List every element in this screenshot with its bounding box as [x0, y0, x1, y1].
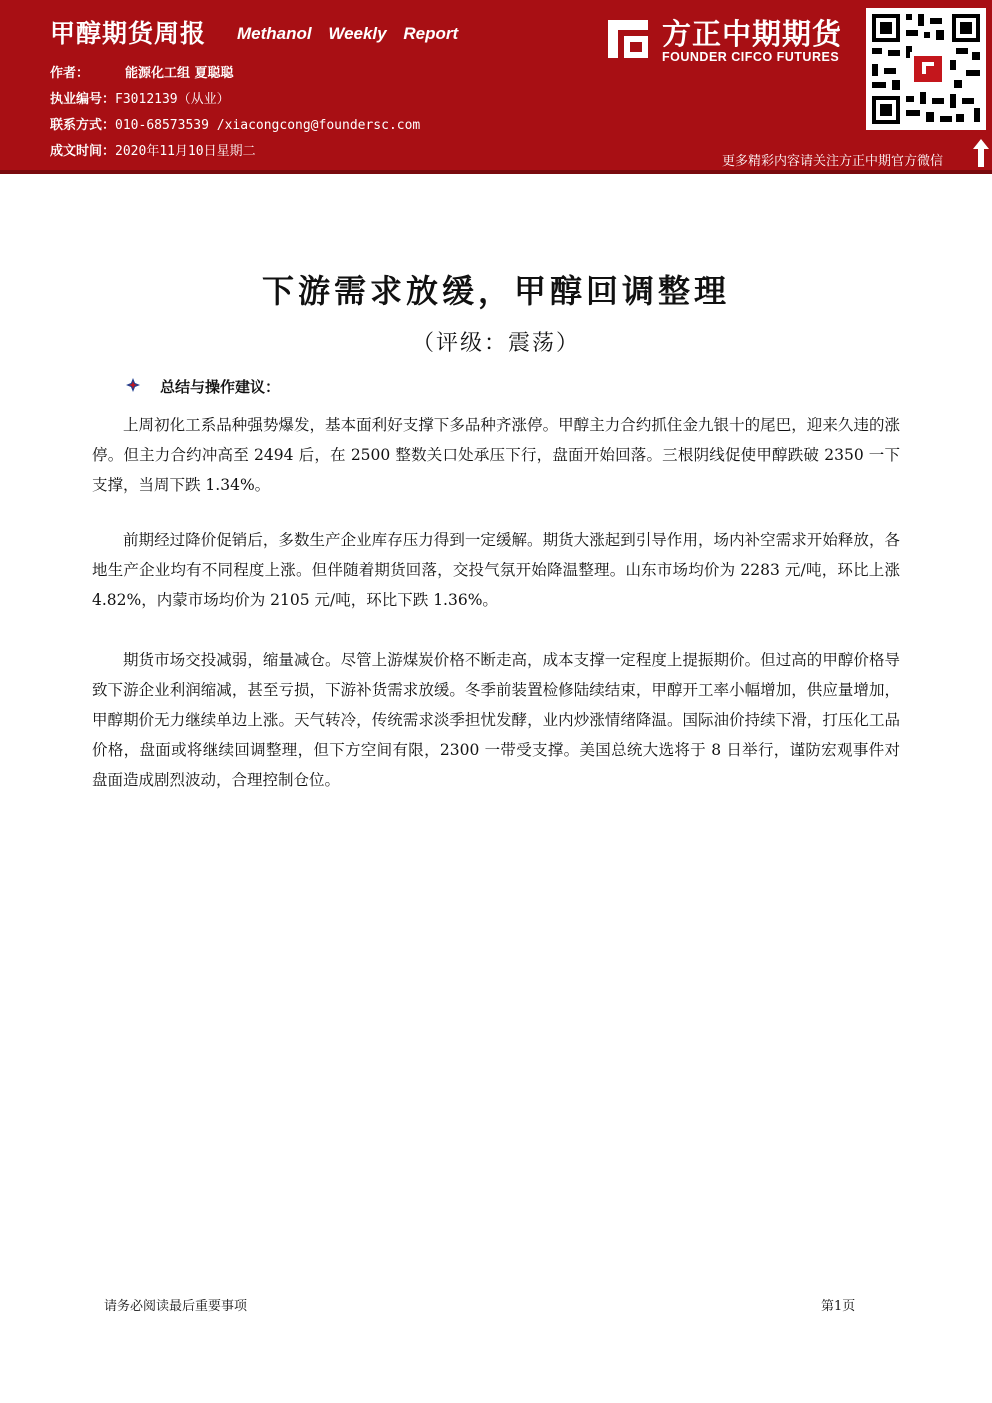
- footer-disclaimer: 请务必阅读最后重要事项: [104, 1299, 248, 1314]
- contact-line: [50, 114, 420, 133]
- company-name-en: FOUNDER CIFCO FUTURES: [662, 50, 840, 64]
- paragraph: 前期经过降价促销后，多数生产企业库存压力得到一定缓解。期货大涨起到引导作用，场内补空需求开始释放，各地生产企业均有不同程度上涨。但伴随着期货回落，交投气氛开始降温整理。山东市场均价为 2283 元/吨，环比上涨 4.82%，内蒙市场均价为 2105 元/吨，环比下跌 1.36%。: [92, 531, 900, 609]
- contact-label: 联系方式：: [50, 118, 116, 133]
- header-divider: [0, 170, 992, 174]
- paragraph: 上周初化工系品种强势爆发，基本面利好支撑下多品种齐涨停。甲醇主力合约抓住金九银十的尾巴，迎来久违的涨停。但主力合约冲高至 2494 后，在 2500 整数关口处承压下行，盘面开始回落。三根阴线促使甲醇跌破 2350 一下支撑，当周下跌 1.34%。: [92, 416, 900, 494]
- paragraph: 期货市场交投减弱，缩量减仓。尽管上游煤炭价格不断走高，成本支撑一定程度上提振期价。但过高的甲醇价格导致下游企业利润缩减，甚至亏损，下游补货需求放缓。冬季前装置检修陆续结束，甲醇开工率小幅增加，供应量增加，甲醇期价无力继续单边上涨。天气转冷，传统需求淡季担忧发酵，业内炒涨情绪降温。国际油价持续下滑，打压化工品价格，盘面或将继续回调整理，但下方空间有限，2300 一带受支撑。美国总统大选将于 8 日举行，谨防宏观事件对盘面造成剧烈波动，合理控制仓位。: [92, 651, 900, 789]
- license-value: F3012139（从业）: [115, 92, 230, 107]
- company-logo-icon: [604, 16, 652, 62]
- page-number: 第1页: [821, 1299, 856, 1314]
- date-value: 2020年11月10日星期二: [115, 144, 256, 159]
- wechat-follow-note: 更多精彩内容请关注方正中期官方微信: [722, 154, 944, 169]
- license-label: 执业编号：: [50, 92, 116, 107]
- license-line: [50, 88, 230, 107]
- author-value: 能源化工组 夏聪聪: [125, 66, 234, 81]
- date-label: 成文时间：: [50, 144, 116, 159]
- company-name-cn: 方正中期期货: [662, 17, 843, 51]
- author-line: [50, 62, 234, 81]
- contact-value[interactable]: 010-68573539 /xiacongcong@foundersc.com: [115, 118, 421, 133]
- rating: （评级：震荡）: [411, 331, 580, 356]
- report-header: [0, 0, 992, 170]
- report-title: 甲醇期货周报: [50, 19, 207, 48]
- author-label: 作者：: [50, 66, 90, 81]
- section-title-text: 总结与操作建议：: [160, 378, 281, 396]
- section-title: [124, 376, 280, 397]
- date-line: [50, 140, 256, 159]
- up-arrow-icon: [972, 138, 990, 168]
- report-title-en: Methanol Weekly Report: [237, 24, 459, 43]
- qr-code-icon[interactable]: [866, 8, 986, 130]
- headline: 下游需求放缓，甲醇回调整理: [261, 272, 730, 310]
